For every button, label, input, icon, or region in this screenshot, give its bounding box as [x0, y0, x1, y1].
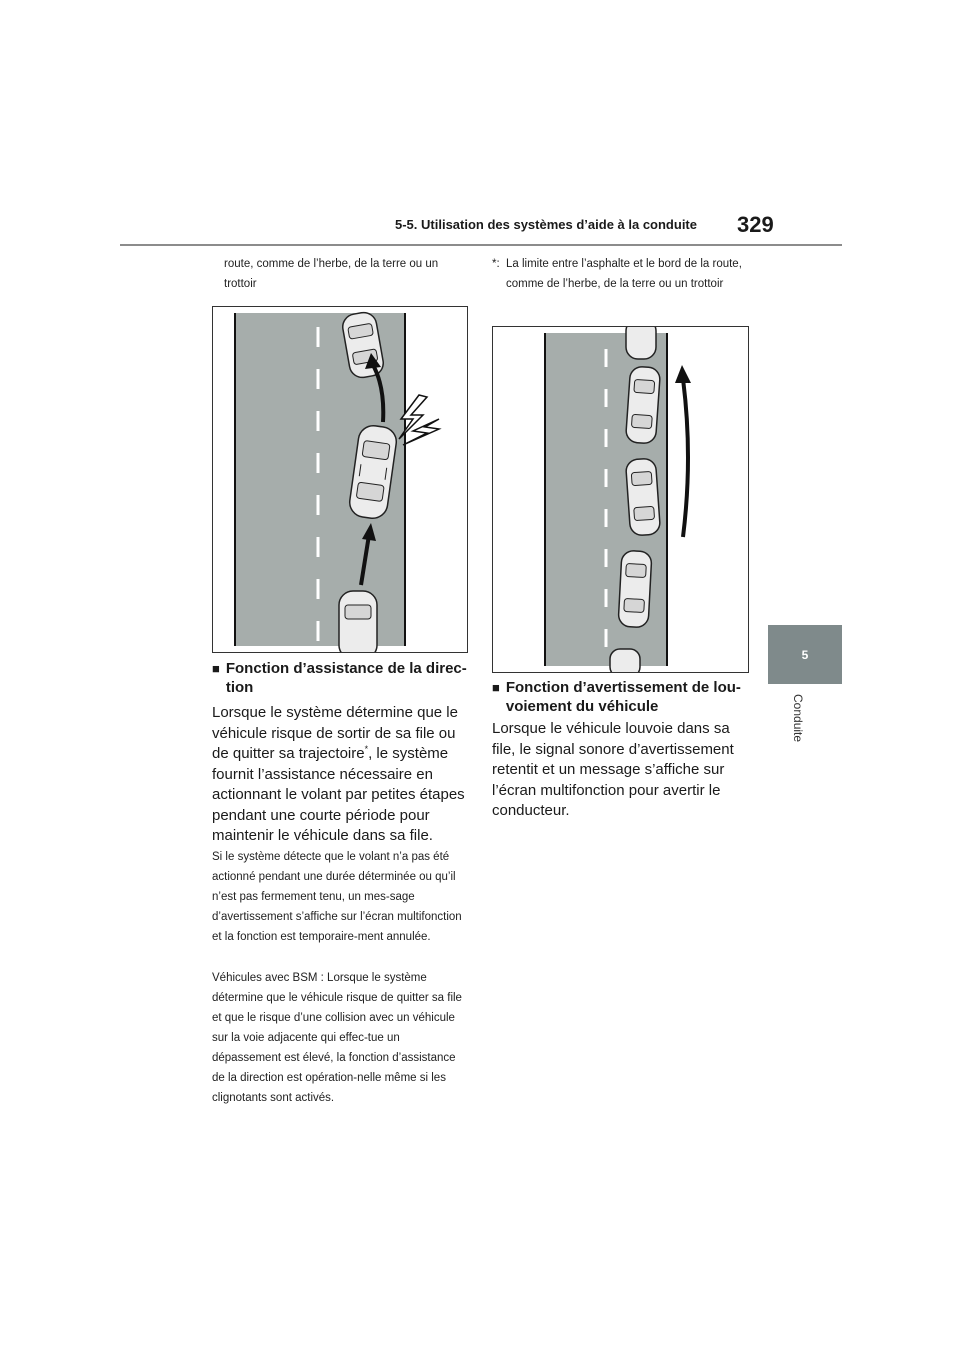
steering-assist-heading [212, 659, 470, 697]
sway-warning-figure [492, 326, 749, 673]
car-5 [610, 649, 640, 672]
sway-arrow [683, 379, 688, 537]
heading-marker: ■ [492, 680, 500, 695]
heading-text: Fonction d’avertissement de lou-voiement du véhicule [505, 679, 741, 715]
car-2 [625, 366, 660, 444]
page-number: 329 [737, 212, 774, 237]
steering-assist-illustration [213, 307, 467, 652]
steering-assist-figure [212, 306, 468, 653]
heading-marker: ■ [212, 661, 220, 676]
paragraph-text-continued: , le système fournit l’assistance nécessaire en actionnant le volant par petites étapes pendant une courte période pour maintenir le véhicule dans sa file. [212, 745, 465, 844]
paragraph-text: Lorsque le système détermine que le véhicule risque de sortir de sa file ou de quitter sa trajectoire [212, 704, 458, 762]
impact-symbol-2 [403, 419, 439, 445]
header-divider [120, 244, 842, 246]
chapter-tab [768, 625, 842, 684]
heading-text: Fonction d’assistance de la direc-tion [225, 660, 467, 696]
sway-warning-heading [492, 678, 750, 716]
car-1 [626, 327, 656, 359]
sway-warning-illustration [493, 327, 748, 672]
car-4 [618, 550, 652, 627]
car-bottom [339, 591, 377, 652]
car-3 [625, 458, 660, 536]
note-driver-hands: Si le système détecte que le volant n’a pas été actionné pendant une durée déterminée ou qu’il n’est pas fermement tenu, un mes-sage d’avertissement s’affiche sur l’écran multifonction et la fonction est temporaire-ment annulée. [212, 851, 462, 943]
sway-arrow-head [675, 365, 691, 383]
sway-warning-paragraph: Lorsque le véhicule louvoie dans sa file, le signal sonore d’avertissement retentit et un message s’affiche sur l’écran multifonction pour avertir le conducteur. [492, 720, 734, 819]
footnote-mark: *: [492, 258, 500, 270]
continued-note: route, comme de l’herbe, de la terre ou un trottoir [224, 258, 439, 290]
chapter-name: Conduite [791, 694, 805, 743]
chapter-number: 5 [801, 647, 809, 662]
section-title: 5-5. Utilisation des systèmes d’aide à la conduite [395, 217, 697, 232]
footnote [492, 254, 748, 294]
footnote-text: La limite entre l’asphalte et le bord de la route, comme de l’herbe, de la terre ou un trottoir [506, 258, 742, 290]
steering-assist-paragraph [212, 703, 470, 847]
footnote-star: * [364, 744, 369, 754]
note-bsm: Véhicules avec BSM : Lorsque le système détermine que le véhicule risque de quitter sa file et que le risque d’une collision avec un véhicule sur la voie adjacente qui effec-tue un dépassement est élevé, la fonction d’assistance de la direction est opération-nelle même si les clignotants sont activés. [212, 972, 462, 1104]
